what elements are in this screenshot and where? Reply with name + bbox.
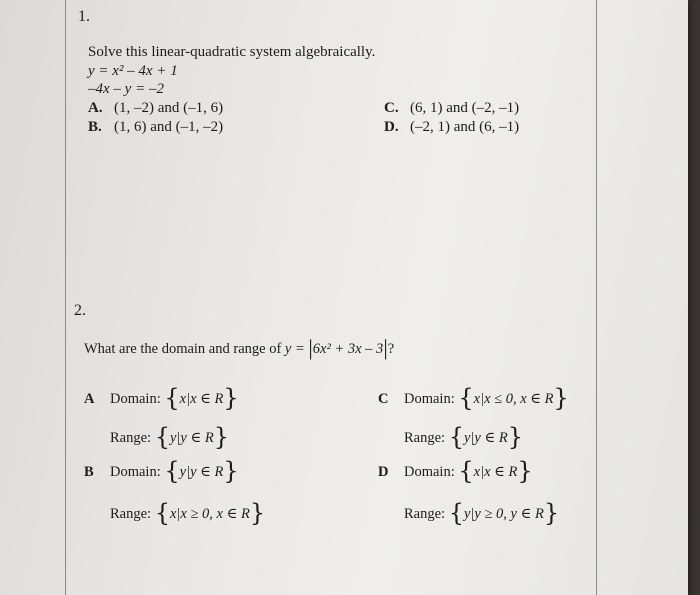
brace-close: } — [213, 423, 229, 451]
choice-letter: C. — [384, 100, 399, 116]
prompt-end: ? — [387, 341, 395, 357]
range-set: y|y ∈ R — [169, 430, 214, 446]
question-2-number: 2. — [74, 302, 86, 319]
domain-set: x|x ≤ 0, x ∈ R — [473, 391, 554, 407]
question-2-choice-d-range — [404, 501, 559, 525]
question-2-choice-b-range — [110, 501, 265, 525]
question-2-choice-c-domain[interactable] — [378, 386, 569, 410]
question-2-choice-a-range — [110, 425, 229, 449]
choice-letter: C — [378, 391, 389, 407]
abs-bar-left: | — [308, 335, 313, 360]
choice-text: (6, 1) and (–2, –1) — [410, 100, 520, 116]
choice-text: (–2, 1) and (6, –1) — [410, 119, 520, 135]
question-2-choice-d-domain[interactable] — [378, 459, 533, 483]
domain-label: Domain: — [110, 464, 161, 480]
brace-open: { — [154, 423, 170, 451]
choice-letter: A — [84, 391, 95, 407]
question-1-choice-a[interactable] — [88, 100, 223, 117]
domain-set: x|x ∈ R — [179, 391, 224, 407]
brace-close: } — [553, 384, 569, 412]
brace-open: { — [164, 384, 180, 412]
brace-close: } — [223, 384, 239, 412]
choice-letter: B — [84, 464, 94, 480]
brace-close: } — [543, 499, 560, 527]
range-label: Range: — [404, 506, 446, 522]
abs-bar-right: | — [383, 335, 388, 360]
question-1-number: 1. — [78, 8, 90, 25]
domain-label: Domain: — [110, 391, 161, 407]
domain-label: Domain: — [404, 464, 455, 480]
question-1-choice-b[interactable] — [88, 119, 223, 136]
question-2-choice-b-domain[interactable] — [84, 459, 239, 483]
prompt-text: What are the domain and range of — [84, 341, 285, 357]
range-set: y|y ≥ 0, y ∈ R — [463, 506, 544, 522]
brace-open: { — [448, 423, 464, 451]
range-set: x|x ≥ 0, x ∈ R — [169, 506, 250, 522]
prompt-expression: 6x² + 3x – 3 — [312, 341, 384, 357]
brace-close: } — [223, 457, 239, 485]
choice-letter: D — [378, 464, 389, 480]
brace-open: { — [154, 499, 170, 527]
question-1-equation-1: y = x² – 4x + 1 — [88, 63, 178, 79]
brace-close: } — [517, 457, 533, 485]
choice-letter: A. — [88, 100, 103, 116]
range-label: Range: — [110, 506, 152, 522]
brace-open: { — [164, 457, 180, 485]
brace-close: } — [507, 423, 523, 451]
domain-label: Domain: — [404, 391, 455, 407]
question-1-choice-d[interactable] — [384, 119, 519, 136]
domain-set: y|y ∈ R — [179, 464, 224, 480]
range-set: y|y ∈ R — [463, 430, 508, 446]
choice-text: (1, 6) and (–1, –2) — [114, 119, 224, 135]
prompt-y: y = — [284, 341, 309, 357]
brace-open: { — [458, 457, 474, 485]
question-2-prompt — [84, 337, 394, 359]
brace-open: { — [448, 499, 464, 527]
range-label: Range: — [404, 430, 446, 446]
domain-set: x|x ∈ R — [473, 464, 518, 480]
brace-open: { — [458, 384, 474, 412]
question-1-choice-c[interactable] — [384, 100, 519, 117]
question-1-equation-2: –4x – y = –2 — [88, 81, 164, 97]
brace-close: } — [249, 499, 266, 527]
question-2-choice-a-domain[interactable] — [84, 386, 239, 410]
choice-text: (1, –2) and (–1, 6) — [114, 100, 224, 116]
range-label: Range: — [110, 430, 152, 446]
question-2-choice-c-range — [404, 425, 523, 449]
question-1-prompt: Solve this linear-quadratic system algebraically. — [88, 44, 376, 60]
choice-letter: B. — [88, 119, 102, 135]
choice-letter: D. — [384, 119, 399, 135]
